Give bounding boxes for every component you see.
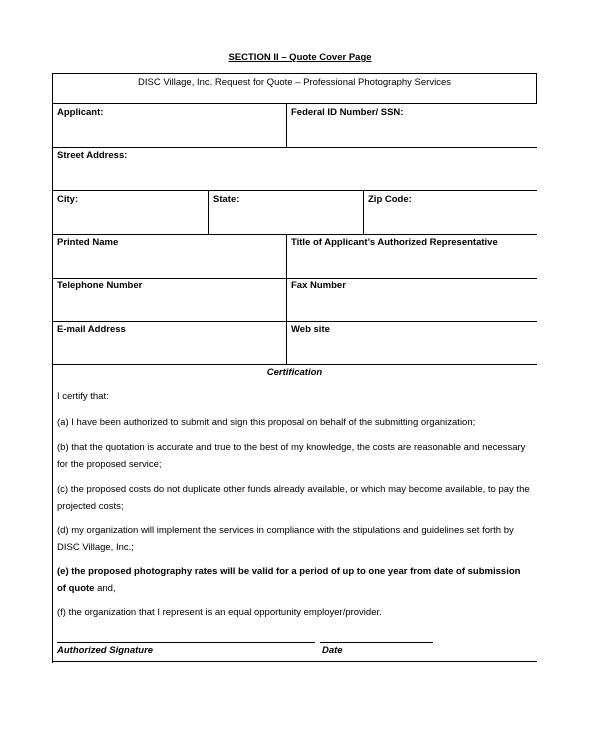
telephone-label: Telephone Number [57, 280, 143, 291]
form-bottom-border [52, 661, 537, 662]
fax-label: Fax Number [291, 280, 346, 291]
authorized-signature-label: Authorized Signature [57, 645, 154, 656]
certification-title: Certification [266, 367, 323, 378]
header-bottom-border [52, 103, 537, 104]
row4-divider [286, 234, 287, 278]
city-label: City: [57, 194, 79, 205]
row6-bottom [52, 364, 537, 365]
cert-intro: I certify that: [57, 391, 109, 402]
date-line [320, 642, 433, 643]
row1-bottom [52, 147, 537, 148]
cert-item-e [57, 563, 532, 597]
cert-item-e-tail: and, [94, 583, 116, 594]
signature-line [57, 642, 315, 643]
cert-item-f: (f) the organization that I represent is an equal opportunity employer/provider. [57, 607, 382, 618]
cert-item-e-bold: (e) the proposed photography rates will be valid for a period of up to one year from date of submission of quote [57, 566, 521, 594]
row5-bottom [52, 321, 537, 322]
row3-divider-2 [363, 190, 364, 234]
website-label: Web site [291, 324, 330, 335]
cert-item-a: (a) I have been authorized to submit and sign this proposal on behalf of the submitting organization; [57, 417, 476, 428]
zip-label: Zip Code: [368, 194, 412, 205]
row1-divider [286, 103, 287, 147]
title-rep-label: Title of Applicant’s Authorized Representative [291, 237, 498, 248]
cert-item-c: (c) the proposed costs do not duplicate other funds already available, or which may become available, to pay the projected costs; [57, 484, 530, 512]
header-top-border [52, 73, 537, 74]
applicant-label: Applicant: [57, 107, 104, 118]
street-label: Street Address: [57, 150, 128, 161]
row5-divider [286, 278, 287, 321]
cert-item-d: (d) my organization will implement the services in compliance with the stipulations and guidelines set forth by DISC Village, Inc.; [57, 525, 514, 553]
page-title: SECTION II – Quote Cover Page [228, 52, 372, 63]
rfq-header: DISC Village, Inc. Request for Quote – Professional Photography Services [138, 77, 451, 88]
row3-divider-1 [208, 190, 209, 234]
cert-item-b: (b) that the quotation is accurate and true to the best of my knowledge, the costs are reasonable and necessary for the proposed service; [57, 442, 526, 470]
row3-bottom [52, 234, 537, 235]
row2-bottom [52, 190, 537, 191]
printed-name-label: Printed Name [57, 237, 119, 248]
quote-cover-form [52, 73, 537, 663]
federal-id-label: Federal ID Number/ SSN: [291, 107, 404, 118]
email-label: E-mail Address [57, 324, 126, 335]
date-label: Date [322, 645, 343, 656]
row6-divider [286, 321, 287, 364]
form-left-border [52, 103, 53, 663]
state-label: State: [213, 194, 240, 205]
row4-bottom [52, 278, 537, 279]
